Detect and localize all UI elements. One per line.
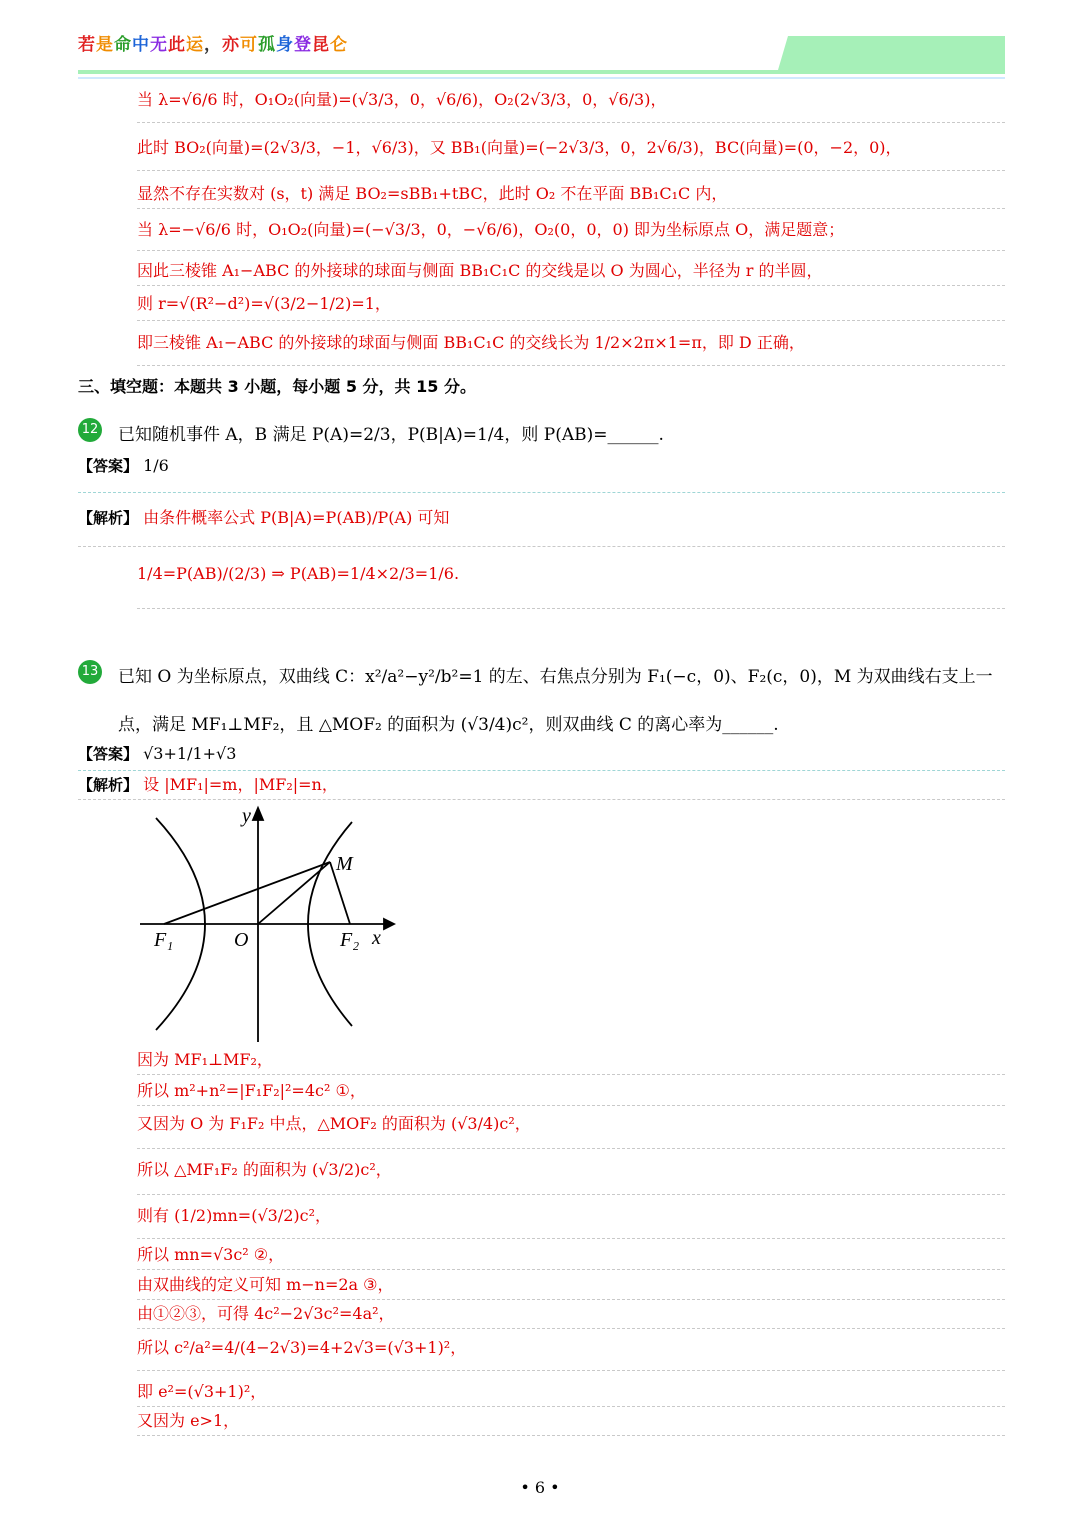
q12-analysis-row bbox=[78, 510, 1005, 547]
header-motto-char: 命 bbox=[114, 35, 132, 55]
q12-stem: 已知随机事件 A，B 满足 P(A)=2/3，P(B|A)=1/4，则 P(AB)=______. bbox=[118, 425, 664, 445]
page-number: • 6 • bbox=[520, 1478, 560, 1497]
q13-step-8: 由①②③，可得 4c²−2√3c²=4a²， bbox=[137, 1306, 1005, 1329]
header-motto-char: 是 bbox=[96, 35, 114, 55]
hyperbola-figure bbox=[136, 800, 396, 1045]
fig-label-y: y bbox=[242, 805, 251, 827]
sol11-line-6: 则 r=√(R²−d²)=√(3/2−1/2)=1， bbox=[137, 296, 1005, 321]
fig-label-F1: F₁ bbox=[154, 929, 174, 951]
q13-step-3: 又因为 O 为 F₁F₂ 中点，△MOF₂ 的面积为 (√3/4)c²， bbox=[137, 1116, 1005, 1149]
sol11-line-2: 此时 BO₂(向量)=(2√3/3，−1，√6/3)，又 BB₁(向量)=(−2√3/3，0，2√6/3)，BC(向量)=(0，−2，0)， bbox=[137, 140, 1005, 171]
header-motto-char: 仑 bbox=[330, 35, 348, 55]
fig-label-x: x bbox=[372, 927, 381, 949]
header-band-subrule bbox=[78, 77, 1005, 79]
q13-answer: √3+1/1+√3 bbox=[143, 744, 237, 763]
header-motto-char: 可 bbox=[240, 35, 258, 55]
q13-step-11: 又因为 e>1， bbox=[137, 1413, 1005, 1436]
header-motto-char: ， bbox=[204, 35, 222, 55]
header-band-rule bbox=[78, 70, 1005, 74]
q13-analysis-row bbox=[78, 777, 1005, 800]
sol11-line-5: 因此三棱锥 A₁−ABC 的外接球的球面与侧面 BB₁C₁C 的交线是以 O 为圆心，半径为 r 的半圆， bbox=[137, 263, 1005, 286]
q13-stem-1: 已知 O 为坐标原点，双曲线 C：x²/a²−y²/b²=1 的左、右焦点分别为 F₁(−c，0)、F₂(c，0)，M 为双曲线右支上一 bbox=[118, 667, 993, 687]
q13-step-1: 因为 MF₁⊥MF₂， bbox=[137, 1052, 1005, 1075]
section-title: 三、填空题：本题共 3 小题，每小题 5 分，共 15 分。 bbox=[78, 377, 476, 396]
sol11-line-7: 即三棱锥 A₁−ABC 的外接球的球面与侧面 BB₁C₁C 的交线长为 1/2×2π×1=π，即 D 正确， bbox=[137, 335, 1005, 366]
header-motto-char: 身 bbox=[276, 35, 294, 55]
q12-analysis-label: 【解析】 bbox=[78, 509, 139, 527]
q12-answer-row bbox=[78, 458, 1005, 493]
header-band-tab bbox=[778, 36, 1005, 70]
q13-answer-label: 【答案】 bbox=[78, 745, 139, 763]
y-axis-arrow bbox=[253, 808, 263, 820]
sol11-line-1: 当 λ=√6/6 时，O₁O₂(向量)=(√3/3，0，√6/6)，O₂(2√3/3，0，√6/3)， bbox=[137, 92, 1005, 123]
fig-label-O: O bbox=[234, 929, 249, 951]
q12-answer: 1/6 bbox=[143, 456, 169, 475]
q13-step-2: 所以 m²+n²=|F₁F₂|²=4c² ①， bbox=[137, 1083, 1005, 1106]
sol11-line-3: 显然不存在实数对 (s，t) 满足 BO₂=sBB₁+tBC，此时 O₂ 不在平面 BB₁C₁C 内， bbox=[137, 186, 1005, 209]
q13-step-6: 所以 mn=√3c² ②， bbox=[137, 1247, 1005, 1270]
header-motto-char: 运 bbox=[186, 35, 204, 55]
header-motto-char: 亦 bbox=[222, 35, 240, 55]
q13-answer-row bbox=[78, 746, 1005, 771]
x-axis-arrow bbox=[384, 919, 394, 929]
header-motto bbox=[78, 30, 348, 55]
q13-step-9: 所以 c²/a²=4/(4−2√3)=4+2√3=(√3+1)²， bbox=[137, 1340, 1005, 1371]
header-motto-char: 登 bbox=[294, 35, 312, 55]
fig-label-F2: F₂ bbox=[340, 929, 360, 951]
q13-analysis-intro: 设 |MF₁|=m，|MF₂|=n， bbox=[143, 775, 338, 794]
q13-step-4: 所以 △MF₁F₂ 的面积为 (√3/2)c²， bbox=[137, 1162, 1005, 1195]
fig-label-M: M bbox=[336, 853, 353, 875]
q12-analysis-2: 1/4=P(AB)/(2/3) ⇒ P(AB)=1/4×2/3=1/6. bbox=[137, 566, 1005, 609]
segment-MF1 bbox=[164, 862, 330, 924]
q13-number-badge: 13 bbox=[78, 660, 102, 684]
q13-analysis-label: 【解析】 bbox=[78, 776, 139, 794]
q12-analysis-1: 由条件概率公式 P(B|A)=P(AB)/P(A) 可知 bbox=[143, 508, 450, 527]
header-motto-char: 昆 bbox=[312, 35, 330, 55]
header-motto-char: 中 bbox=[132, 35, 150, 55]
q13-step-7: 由双曲线的定义可知 m−n=2a ③， bbox=[137, 1277, 1005, 1300]
q12-answer-label: 【答案】 bbox=[78, 457, 139, 475]
header-motto-char: 孤 bbox=[258, 35, 276, 55]
q12-number-badge: 12 bbox=[78, 418, 102, 442]
q13-step-10: 即 e²=(√3+1)²， bbox=[137, 1384, 1005, 1407]
q13-step-5: 则有 (1/2)mn=(√3/2)c²， bbox=[137, 1208, 1005, 1239]
segment-MO bbox=[258, 862, 330, 924]
sol11-line-4: 当 λ=−√6/6 时，O₁O₂(向量)=(−√3/3，0，−√6/6)，O₂(0，0，0) 即为坐标原点 O，满足题意； bbox=[137, 222, 1005, 251]
header-motto-char: 此 bbox=[168, 35, 186, 55]
header-motto-char: 无 bbox=[150, 35, 168, 55]
header-motto-char: 若 bbox=[78, 35, 96, 55]
q13-stem-2: 点，满足 MF₁⊥MF₂，且 △MOF₂ 的面积为 (√3/4)c²，则双曲线 C 的离心率为______. bbox=[118, 715, 779, 735]
